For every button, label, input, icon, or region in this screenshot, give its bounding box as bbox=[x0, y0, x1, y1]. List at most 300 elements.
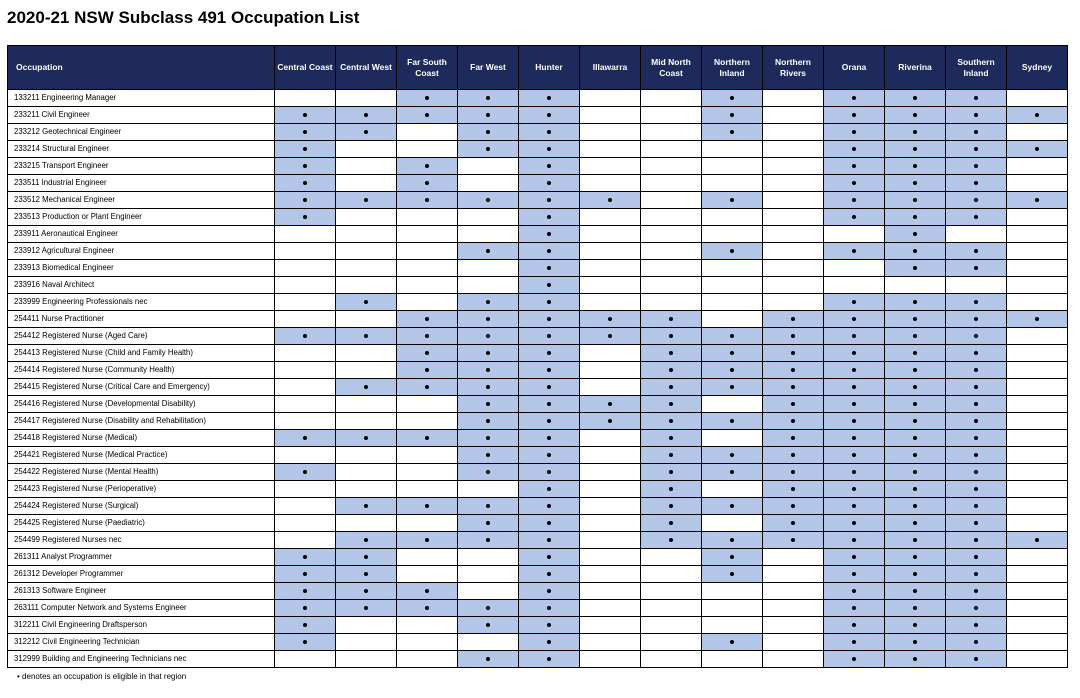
occupation-name: 254413 Registered Nurse (Child and Family Health) bbox=[8, 345, 275, 362]
eligible-dot-icon bbox=[913, 130, 917, 134]
eligibility-cell bbox=[519, 481, 580, 498]
eligibility-cell bbox=[946, 294, 1007, 311]
eligible-dot-icon bbox=[974, 368, 978, 372]
occupation-name: 233512 Mechanical Engineer bbox=[8, 192, 275, 209]
eligibility-cell bbox=[275, 413, 336, 430]
eligibility-cell bbox=[702, 328, 763, 345]
eligible-dot-icon bbox=[791, 521, 795, 525]
eligible-dot-icon bbox=[913, 300, 917, 304]
eligible-dot-icon bbox=[486, 453, 490, 457]
eligibility-cell bbox=[641, 634, 702, 651]
eligible-dot-icon bbox=[1035, 113, 1039, 117]
eligible-dot-icon bbox=[486, 521, 490, 525]
table-row bbox=[8, 515, 1068, 532]
eligibility-cell bbox=[702, 515, 763, 532]
eligibility-cell bbox=[641, 464, 702, 481]
eligibility-cell bbox=[702, 379, 763, 396]
table-row bbox=[8, 396, 1068, 413]
eligible-dot-icon bbox=[486, 113, 490, 117]
eligibility-cell bbox=[275, 124, 336, 141]
eligible-dot-icon bbox=[486, 606, 490, 610]
eligible-dot-icon bbox=[913, 147, 917, 151]
eligible-dot-icon bbox=[974, 113, 978, 117]
legend-note-text: denotes an occupation is eligible in that region bbox=[22, 672, 187, 681]
eligible-dot-icon bbox=[974, 657, 978, 661]
occupation-table bbox=[7, 45, 1068, 668]
eligibility-cell bbox=[763, 617, 824, 634]
eligibility-cell bbox=[458, 107, 519, 124]
eligible-dot-icon bbox=[791, 351, 795, 355]
region-column-header: Riverina bbox=[885, 46, 946, 90]
eligibility-cell bbox=[580, 498, 641, 515]
eligibility-cell bbox=[641, 260, 702, 277]
occupation-name: 254424 Registered Nurse (Surgical) bbox=[8, 498, 275, 515]
eligibility-cell bbox=[1007, 447, 1068, 464]
region-column-header: Orana bbox=[824, 46, 885, 90]
eligible-dot-icon bbox=[913, 640, 917, 644]
eligibility-cell bbox=[885, 583, 946, 600]
region-column-header: Central Coast bbox=[275, 46, 336, 90]
eligibility-cell bbox=[763, 277, 824, 294]
table-row bbox=[8, 124, 1068, 141]
table-row bbox=[8, 617, 1068, 634]
eligible-dot-icon bbox=[730, 96, 734, 100]
eligibility-cell bbox=[885, 243, 946, 260]
eligibility-cell bbox=[580, 345, 641, 362]
eligibility-cell bbox=[580, 124, 641, 141]
eligible-dot-icon bbox=[364, 555, 368, 559]
eligibility-cell bbox=[580, 583, 641, 600]
eligibility-cell bbox=[763, 651, 824, 668]
occupation-name: 261313 Software Engineer bbox=[8, 583, 275, 600]
occupation-name: 254417 Registered Nurse (Disability and Rehabilitation) bbox=[8, 413, 275, 430]
occupation-column-header: Occupation bbox=[8, 46, 275, 90]
eligibility-cell bbox=[336, 243, 397, 260]
eligibility-cell bbox=[641, 226, 702, 243]
eligibility-cell bbox=[885, 549, 946, 566]
eligibility-cell bbox=[1007, 260, 1068, 277]
eligibility-cell bbox=[397, 549, 458, 566]
eligibility-cell bbox=[519, 260, 580, 277]
eligible-dot-icon bbox=[791, 334, 795, 338]
eligible-dot-icon bbox=[791, 538, 795, 542]
eligibility-cell bbox=[763, 107, 824, 124]
eligibility-cell bbox=[885, 362, 946, 379]
eligibility-cell bbox=[336, 124, 397, 141]
eligibility-cell bbox=[763, 158, 824, 175]
eligible-dot-icon bbox=[852, 130, 856, 134]
eligible-dot-icon bbox=[425, 589, 429, 593]
eligibility-cell bbox=[702, 447, 763, 464]
eligible-dot-icon bbox=[486, 385, 490, 389]
eligibility-cell bbox=[641, 90, 702, 107]
eligibility-cell bbox=[885, 328, 946, 345]
eligible-dot-icon bbox=[852, 470, 856, 474]
eligibility-cell bbox=[885, 209, 946, 226]
eligibility-cell bbox=[763, 413, 824, 430]
eligible-dot-icon bbox=[852, 555, 856, 559]
eligible-dot-icon bbox=[974, 334, 978, 338]
eligibility-cell bbox=[946, 532, 1007, 549]
eligible-dot-icon bbox=[669, 402, 673, 406]
eligible-dot-icon bbox=[730, 555, 734, 559]
eligibility-cell bbox=[702, 362, 763, 379]
eligibility-cell bbox=[946, 141, 1007, 158]
eligible-dot-icon bbox=[730, 538, 734, 542]
table-header-row bbox=[8, 46, 1068, 90]
eligible-dot-icon bbox=[425, 368, 429, 372]
eligibility-cell bbox=[946, 243, 1007, 260]
eligibility-cell bbox=[824, 107, 885, 124]
eligibility-cell bbox=[946, 396, 1007, 413]
eligibility-cell bbox=[519, 362, 580, 379]
eligibility-cell bbox=[580, 192, 641, 209]
eligible-dot-icon bbox=[913, 589, 917, 593]
region-column-header: Mid North Coast bbox=[641, 46, 702, 90]
eligible-dot-icon bbox=[730, 351, 734, 355]
eligible-dot-icon bbox=[669, 453, 673, 457]
eligibility-cell bbox=[397, 328, 458, 345]
eligibility-cell bbox=[580, 532, 641, 549]
eligible-dot-icon bbox=[913, 538, 917, 542]
eligibility-cell bbox=[580, 464, 641, 481]
eligibility-cell bbox=[702, 566, 763, 583]
eligible-dot-icon bbox=[791, 487, 795, 491]
eligibility-cell bbox=[885, 226, 946, 243]
eligibility-cell bbox=[580, 481, 641, 498]
eligibility-cell bbox=[702, 464, 763, 481]
eligibility-cell bbox=[641, 192, 702, 209]
eligible-dot-icon bbox=[974, 351, 978, 355]
eligible-dot-icon bbox=[486, 368, 490, 372]
table-row bbox=[8, 209, 1068, 226]
eligibility-cell bbox=[519, 600, 580, 617]
eligibility-cell bbox=[275, 243, 336, 260]
eligibility-cell bbox=[458, 532, 519, 549]
eligible-dot-icon bbox=[608, 419, 612, 423]
eligibility-cell bbox=[397, 209, 458, 226]
eligibility-cell bbox=[397, 90, 458, 107]
eligible-dot-icon bbox=[303, 623, 307, 627]
eligibility-cell bbox=[1007, 396, 1068, 413]
eligibility-cell bbox=[763, 464, 824, 481]
occupation-name: 254418 Registered Nurse (Medical) bbox=[8, 430, 275, 447]
eligibility-cell bbox=[702, 549, 763, 566]
occupation-name: 312999 Building and Engineering Technicians nec bbox=[8, 651, 275, 668]
eligibility-cell bbox=[275, 226, 336, 243]
eligibility-cell bbox=[397, 379, 458, 396]
eligible-dot-icon bbox=[913, 555, 917, 559]
eligibility-cell bbox=[275, 515, 336, 532]
eligible-dot-icon bbox=[791, 470, 795, 474]
eligibility-cell bbox=[702, 532, 763, 549]
eligibility-cell bbox=[1007, 226, 1068, 243]
eligible-dot-icon bbox=[669, 334, 673, 338]
eligibility-cell bbox=[397, 566, 458, 583]
eligible-dot-icon bbox=[486, 334, 490, 338]
eligible-dot-icon bbox=[608, 317, 612, 321]
eligibility-cell bbox=[275, 362, 336, 379]
eligible-dot-icon bbox=[547, 419, 551, 423]
eligible-dot-icon bbox=[425, 385, 429, 389]
eligibility-cell bbox=[519, 243, 580, 260]
eligibility-cell bbox=[885, 379, 946, 396]
eligibility-cell bbox=[946, 124, 1007, 141]
eligibility-cell bbox=[580, 600, 641, 617]
eligible-dot-icon bbox=[303, 470, 307, 474]
eligibility-cell bbox=[458, 141, 519, 158]
eligibility-cell bbox=[580, 515, 641, 532]
eligibility-cell bbox=[763, 515, 824, 532]
eligibility-cell bbox=[702, 209, 763, 226]
eligibility-cell bbox=[458, 362, 519, 379]
eligibility-cell bbox=[275, 379, 336, 396]
eligible-dot-icon bbox=[913, 606, 917, 610]
eligibility-cell bbox=[519, 566, 580, 583]
eligibility-cell bbox=[702, 226, 763, 243]
eligibility-cell bbox=[336, 583, 397, 600]
eligible-dot-icon bbox=[913, 113, 917, 117]
occupation-name: 233911 Aeronautical Engineer bbox=[8, 226, 275, 243]
eligible-dot-icon bbox=[669, 368, 673, 372]
occupation-name: 254499 Registered Nurses nec bbox=[8, 532, 275, 549]
eligibility-cell bbox=[641, 328, 702, 345]
occupation-name: 133211 Engineering Manager bbox=[8, 90, 275, 107]
eligible-dot-icon bbox=[547, 402, 551, 406]
eligible-dot-icon bbox=[913, 470, 917, 474]
eligible-dot-icon bbox=[913, 164, 917, 168]
eligible-dot-icon bbox=[913, 351, 917, 355]
occupation-name: 254421 Registered Nurse (Medical Practice) bbox=[8, 447, 275, 464]
eligible-dot-icon bbox=[547, 232, 551, 236]
eligible-dot-icon bbox=[791, 453, 795, 457]
eligibility-cell bbox=[1007, 481, 1068, 498]
eligible-dot-icon bbox=[974, 249, 978, 253]
occupation-name: 233916 Naval Architect bbox=[8, 277, 275, 294]
eligibility-cell bbox=[519, 158, 580, 175]
eligibility-cell bbox=[1007, 311, 1068, 328]
eligible-dot-icon bbox=[730, 130, 734, 134]
eligibility-cell bbox=[763, 294, 824, 311]
eligibility-cell bbox=[641, 124, 702, 141]
eligible-dot-icon bbox=[547, 181, 551, 185]
eligible-dot-icon bbox=[425, 538, 429, 542]
eligibility-cell bbox=[397, 175, 458, 192]
eligibility-cell bbox=[824, 209, 885, 226]
eligibility-cell bbox=[641, 651, 702, 668]
eligibility-cell bbox=[275, 549, 336, 566]
eligibility-cell bbox=[641, 345, 702, 362]
eligibility-cell bbox=[458, 481, 519, 498]
occupation-name: 254422 Registered Nurse (Mental Health) bbox=[8, 464, 275, 481]
eligibility-cell bbox=[763, 396, 824, 413]
eligible-dot-icon bbox=[486, 436, 490, 440]
bullet-icon: • bbox=[17, 672, 20, 681]
eligible-dot-icon bbox=[913, 368, 917, 372]
occupation-name: 254425 Registered Nurse (Paediatric) bbox=[8, 515, 275, 532]
eligibility-cell bbox=[336, 379, 397, 396]
eligibility-cell bbox=[519, 192, 580, 209]
eligibility-cell bbox=[336, 345, 397, 362]
eligibility-cell bbox=[763, 328, 824, 345]
eligibility-cell bbox=[641, 600, 702, 617]
eligibility-cell bbox=[580, 447, 641, 464]
eligibility-cell bbox=[1007, 175, 1068, 192]
eligibility-cell bbox=[885, 498, 946, 515]
eligibility-cell bbox=[275, 447, 336, 464]
eligible-dot-icon bbox=[852, 317, 856, 321]
table-row bbox=[8, 651, 1068, 668]
eligibility-cell bbox=[397, 192, 458, 209]
eligibility-cell bbox=[641, 532, 702, 549]
eligible-dot-icon bbox=[303, 555, 307, 559]
eligibility-cell bbox=[458, 175, 519, 192]
eligibility-cell bbox=[885, 566, 946, 583]
eligible-dot-icon bbox=[547, 96, 551, 100]
eligible-dot-icon bbox=[974, 470, 978, 474]
eligibility-cell bbox=[519, 651, 580, 668]
eligibility-cell bbox=[519, 515, 580, 532]
eligibility-cell bbox=[946, 617, 1007, 634]
region-column-header: Central West bbox=[336, 46, 397, 90]
eligibility-cell bbox=[1007, 464, 1068, 481]
eligibility-cell bbox=[397, 124, 458, 141]
eligibility-cell bbox=[458, 583, 519, 600]
eligible-dot-icon bbox=[913, 249, 917, 253]
eligibility-cell bbox=[641, 277, 702, 294]
eligible-dot-icon bbox=[486, 402, 490, 406]
eligibility-cell bbox=[275, 294, 336, 311]
eligibility-cell bbox=[702, 260, 763, 277]
eligibility-cell bbox=[1007, 549, 1068, 566]
table-body bbox=[8, 90, 1068, 668]
eligibility-cell bbox=[641, 447, 702, 464]
eligible-dot-icon bbox=[486, 419, 490, 423]
eligibility-cell bbox=[275, 600, 336, 617]
eligibility-cell bbox=[641, 158, 702, 175]
eligible-dot-icon bbox=[852, 215, 856, 219]
eligibility-cell bbox=[824, 226, 885, 243]
table-row bbox=[8, 379, 1068, 396]
eligibility-cell bbox=[275, 141, 336, 158]
eligibility-cell bbox=[397, 294, 458, 311]
eligibility-cell bbox=[702, 651, 763, 668]
eligible-dot-icon bbox=[669, 538, 673, 542]
eligibility-cell bbox=[946, 379, 1007, 396]
eligible-dot-icon bbox=[364, 198, 368, 202]
eligible-dot-icon bbox=[913, 334, 917, 338]
eligibility-cell bbox=[824, 515, 885, 532]
eligible-dot-icon bbox=[1035, 198, 1039, 202]
eligibility-cell bbox=[519, 617, 580, 634]
eligibility-cell bbox=[397, 141, 458, 158]
eligibility-cell bbox=[519, 141, 580, 158]
eligible-dot-icon bbox=[730, 504, 734, 508]
eligibility-cell bbox=[397, 107, 458, 124]
eligibility-cell bbox=[336, 447, 397, 464]
legend-note bbox=[17, 672, 186, 681]
eligible-dot-icon bbox=[974, 266, 978, 270]
table-row bbox=[8, 532, 1068, 549]
eligibility-cell bbox=[641, 413, 702, 430]
eligibility-cell bbox=[519, 226, 580, 243]
eligible-dot-icon bbox=[364, 334, 368, 338]
eligibility-cell bbox=[519, 209, 580, 226]
eligibility-cell bbox=[763, 124, 824, 141]
eligibility-cell bbox=[824, 532, 885, 549]
eligibility-cell bbox=[946, 566, 1007, 583]
eligibility-cell bbox=[275, 345, 336, 362]
eligibility-cell bbox=[946, 277, 1007, 294]
eligibility-cell bbox=[641, 311, 702, 328]
eligible-dot-icon bbox=[486, 96, 490, 100]
eligibility-cell bbox=[336, 651, 397, 668]
eligibility-cell bbox=[885, 481, 946, 498]
eligibility-cell bbox=[946, 447, 1007, 464]
eligible-dot-icon bbox=[547, 283, 551, 287]
occupation-name: 312211 Civil Engineering Draftsperson bbox=[8, 617, 275, 634]
eligible-dot-icon bbox=[425, 96, 429, 100]
eligibility-cell bbox=[946, 413, 1007, 430]
eligible-dot-icon bbox=[303, 334, 307, 338]
eligibility-cell bbox=[946, 209, 1007, 226]
eligible-dot-icon bbox=[974, 538, 978, 542]
eligibility-cell bbox=[946, 481, 1007, 498]
eligible-dot-icon bbox=[852, 572, 856, 576]
eligibility-cell bbox=[885, 532, 946, 549]
eligible-dot-icon bbox=[1035, 147, 1039, 151]
eligible-dot-icon bbox=[913, 317, 917, 321]
eligibility-cell bbox=[397, 447, 458, 464]
eligible-dot-icon bbox=[486, 317, 490, 321]
eligible-dot-icon bbox=[913, 96, 917, 100]
eligibility-cell bbox=[1007, 362, 1068, 379]
eligibility-cell bbox=[580, 328, 641, 345]
eligibility-cell bbox=[397, 481, 458, 498]
eligibility-cell bbox=[275, 617, 336, 634]
eligible-dot-icon bbox=[364, 436, 368, 440]
eligible-dot-icon bbox=[974, 215, 978, 219]
table-row bbox=[8, 430, 1068, 447]
eligibility-cell bbox=[458, 158, 519, 175]
occupation-name: 254414 Registered Nurse (Community Health) bbox=[8, 362, 275, 379]
eligibility-cell bbox=[519, 294, 580, 311]
eligibility-cell bbox=[397, 345, 458, 362]
eligible-dot-icon bbox=[852, 436, 856, 440]
eligibility-cell bbox=[336, 430, 397, 447]
eligible-dot-icon bbox=[425, 317, 429, 321]
eligibility-cell bbox=[946, 192, 1007, 209]
eligibility-cell bbox=[763, 311, 824, 328]
eligibility-cell bbox=[580, 566, 641, 583]
eligibility-cell bbox=[336, 260, 397, 277]
eligibility-cell bbox=[336, 175, 397, 192]
eligibility-cell bbox=[519, 124, 580, 141]
eligibility-cell bbox=[763, 192, 824, 209]
eligible-dot-icon bbox=[730, 640, 734, 644]
table-row bbox=[8, 413, 1068, 430]
eligible-dot-icon bbox=[974, 164, 978, 168]
eligibility-cell bbox=[1007, 413, 1068, 430]
eligibility-cell bbox=[458, 294, 519, 311]
eligible-dot-icon bbox=[852, 521, 856, 525]
eligible-dot-icon bbox=[425, 504, 429, 508]
eligibility-cell bbox=[824, 90, 885, 107]
eligibility-cell bbox=[580, 243, 641, 260]
eligibility-cell bbox=[763, 379, 824, 396]
eligibility-cell bbox=[519, 107, 580, 124]
eligibility-cell bbox=[885, 651, 946, 668]
